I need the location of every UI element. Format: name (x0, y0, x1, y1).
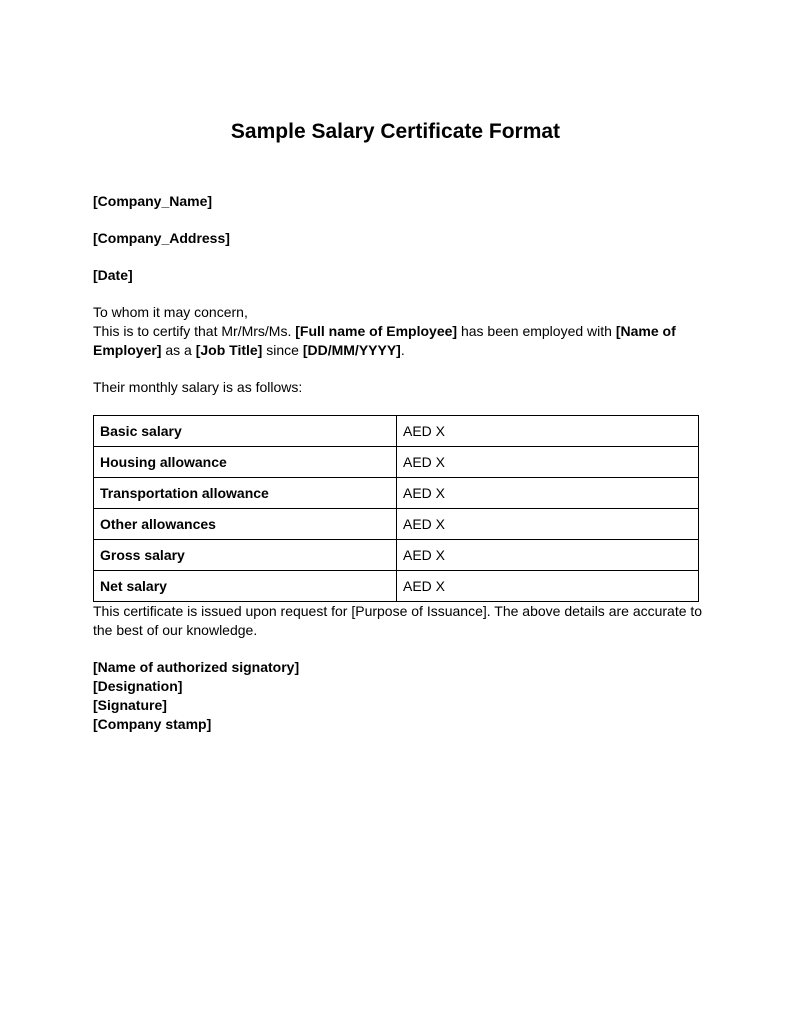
salary-value: AED X (397, 447, 699, 478)
signatory-designation: [Designation] (93, 678, 183, 694)
employee-name-placeholder: [Full name of Employee] (295, 323, 458, 339)
letter-body (93, 192, 703, 734)
salary-value: AED X (397, 478, 699, 509)
table-row (94, 509, 699, 540)
job-title-placeholder: [Job Title] (195, 342, 263, 358)
salary-table (93, 415, 699, 602)
salary-value: AED X (397, 416, 699, 447)
certify-text-2: has been employed with (457, 323, 616, 339)
company-stamp: [Company stamp] (93, 716, 212, 732)
table-row (94, 478, 699, 509)
certify-text-4: since (262, 342, 303, 358)
salary-label: Net salary (94, 571, 397, 602)
table-row (94, 447, 699, 478)
since-date-placeholder: [DD/MM/YYYY] (302, 342, 401, 358)
salary-value: AED X (397, 571, 699, 602)
signatory-signature: [Signature] (93, 697, 167, 713)
salary-intro: Their monthly salary is as follows: (93, 379, 303, 395)
certify-text-1: This is to certify that Mr/Mrs/Ms. (93, 323, 296, 339)
table-row (94, 571, 699, 602)
company-address: [Company_Address] (93, 230, 230, 246)
table-row (94, 416, 699, 447)
salary-label: Gross salary (94, 540, 397, 571)
closing-paragraph: This certificate is issued upon request for [Purpose of Issuance]. The above details are accurate to the best of our knowledge. (93, 603, 703, 638)
salutation: To whom it may concern, (93, 304, 248, 320)
employer-name-placeholder: [Name of Employer] (93, 323, 676, 358)
company-name: [Company_Name] (93, 193, 213, 209)
certify-paragraph (93, 322, 703, 360)
certify-text-5: . (400, 342, 405, 358)
date: [Date] (93, 267, 133, 283)
signatory-name: [Name of authorized signatory] (93, 659, 300, 675)
table-row (94, 540, 699, 571)
salary-label: Other allowances (94, 509, 397, 540)
salary-value: AED X (397, 540, 699, 571)
certify-text-3: as a (161, 342, 196, 358)
salary-label: Housing allowance (94, 447, 397, 478)
signature-block (93, 658, 703, 734)
page-title: Sample Salary Certificate Format (230, 120, 561, 143)
salary-label: Transportation allowance (94, 478, 397, 509)
salary-value: AED X (397, 509, 699, 540)
salary-label: Basic salary (94, 416, 397, 447)
